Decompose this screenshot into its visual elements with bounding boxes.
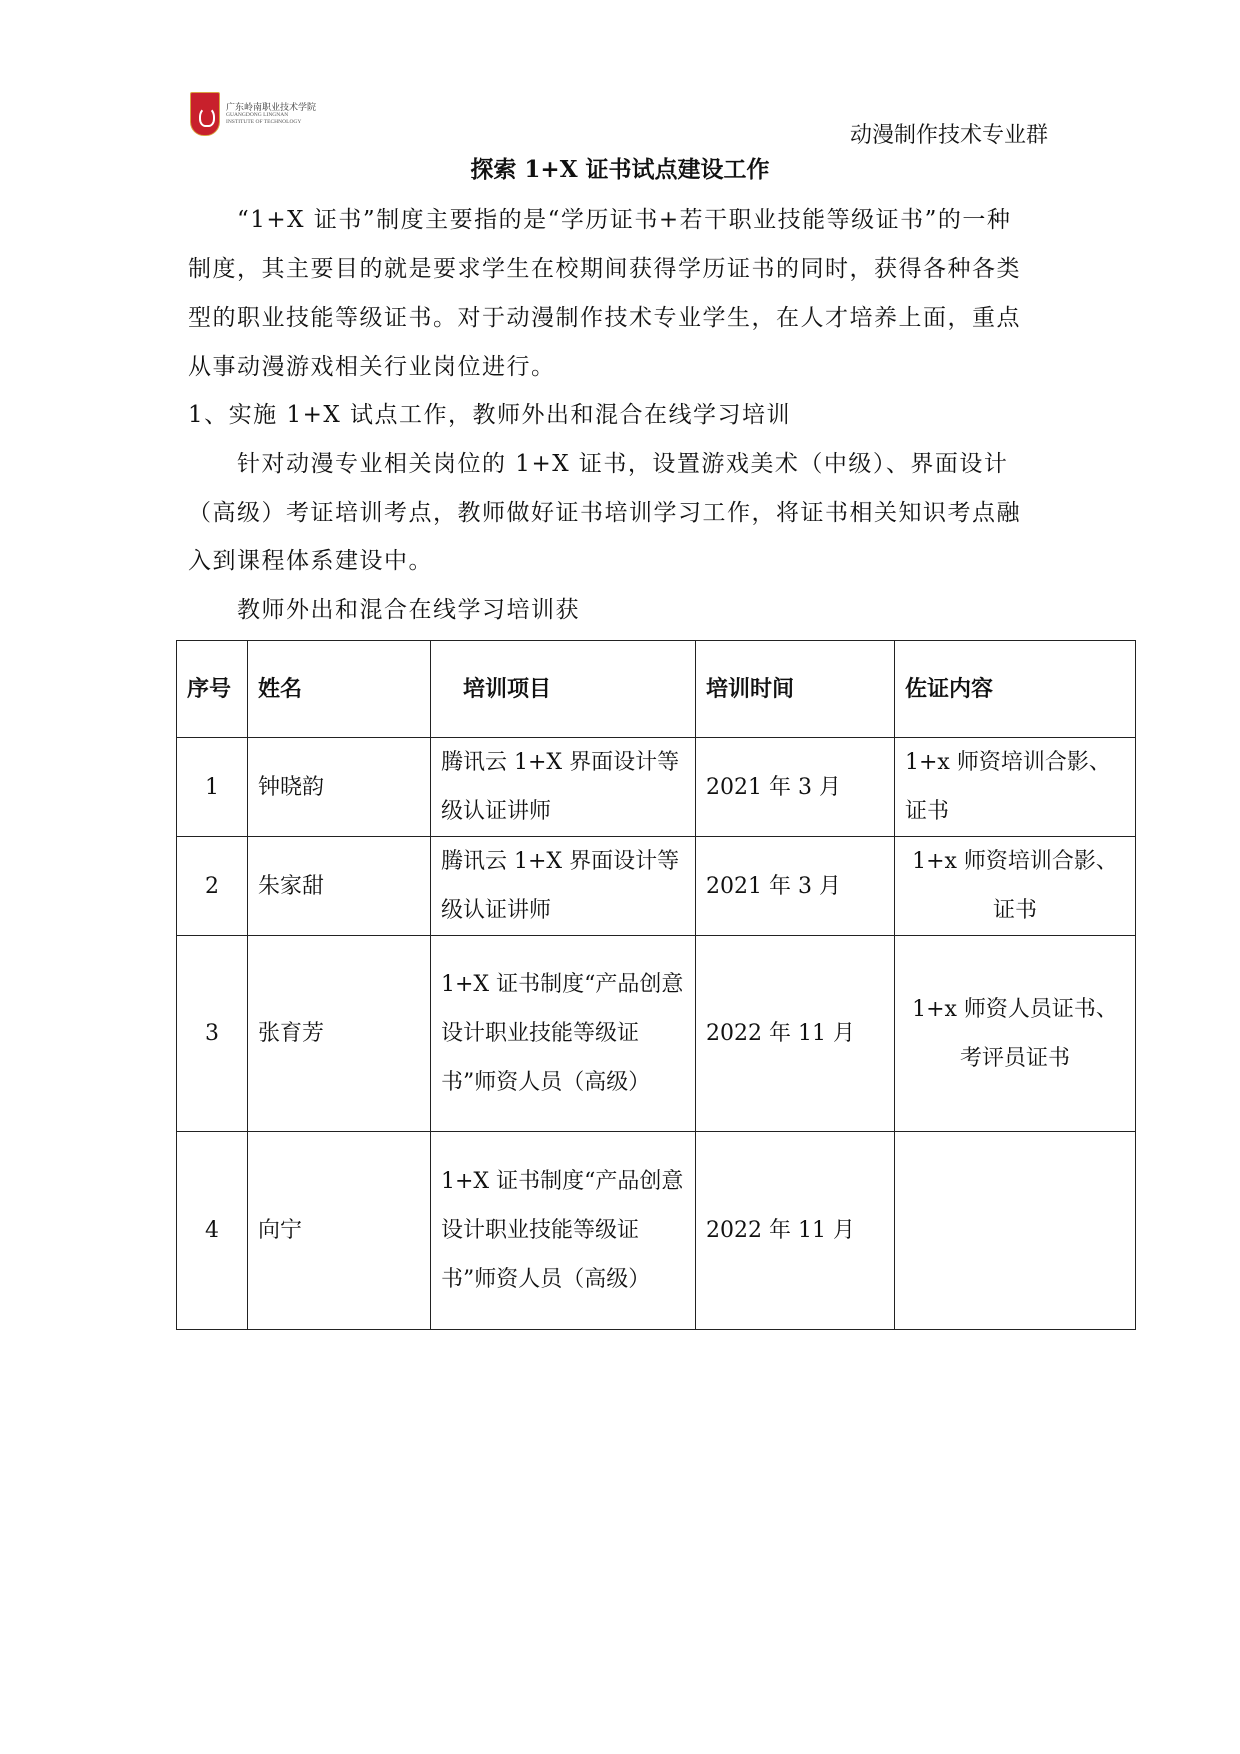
cell-name: 朱家甜	[248, 837, 431, 936]
cell-name: 向宁	[248, 1132, 431, 1330]
body-line: （高级）考证培训考点，教师做好证书培训学习工作，将证书相关知识考点融	[188, 500, 1021, 526]
section-heading: 1、实施 1+X 试点工作，教师外出和混合在线学习培训	[188, 402, 792, 428]
cell-evidence: 1+x 师资培训合影、证书	[895, 738, 1136, 837]
body-line: 制度，其主要目的就是要求学生在校期间获得学历证书的同时，获得各种各类	[188, 256, 1021, 282]
table-row	[177, 936, 1136, 1132]
header-no: 序号	[177, 641, 248, 738]
training-table	[176, 640, 1136, 1330]
cell-name: 张育芳	[248, 936, 431, 1132]
logo-name-en-1: GUANGDONG LINGNAN	[226, 112, 289, 118]
shield-emblem-icon	[190, 92, 220, 136]
cell-project: 腾讯云 1+X 界面设计等级认证讲师	[431, 738, 696, 837]
cell-no: 2	[177, 837, 248, 936]
body-line: “1+X 证书”制度主要指的是“学历证书+若干职业技能等级证书”的一种	[188, 207, 1012, 233]
cell-project: 1+X 证书制度“产品创意设计职业技能等级证书”师资人员（高级）	[431, 936, 696, 1132]
cell-time: 2021 年 3 月	[696, 738, 895, 837]
logo-name-en-2: INSTITUTE OF TECHNOLOGY	[226, 119, 302, 125]
header-project: 培训项目	[431, 641, 696, 738]
table-row	[177, 738, 1136, 837]
table-caption: 教师外出和混合在线学习培训获	[188, 597, 580, 623]
cell-time: 2021 年 3 月	[696, 837, 895, 936]
cell-no: 4	[177, 1132, 248, 1330]
cell-evidence: 1+x 师资培训合影、证书	[895, 837, 1136, 936]
header-evidence: 佐证内容	[895, 641, 1136, 738]
cell-evidence: 1+x 师资人员证书、考评员证书	[895, 936, 1136, 1132]
cell-time: 2022 年 11 月	[696, 936, 895, 1132]
cell-no: 1	[177, 738, 248, 837]
page-title: 探索 1+X 证书试点建设工作	[470, 156, 770, 183]
header-department: 动漫制作技术专业群	[849, 123, 1048, 148]
cell-time: 2022 年 11 月	[696, 1132, 895, 1330]
cell-project: 1+X 证书制度“产品创意设计职业技能等级证书”师资人员（高级）	[431, 1132, 696, 1330]
logo-name-cn: 广东岭南职业技术学院	[226, 103, 317, 113]
header-name: 姓名	[248, 641, 431, 738]
header-time: 培训时间	[696, 641, 895, 738]
logo-name-en	[226, 112, 301, 126]
school-logo	[190, 92, 340, 138]
cell-evidence	[895, 1132, 1136, 1330]
cell-name: 钟晓韵	[248, 738, 431, 837]
body-line: 针对动漫专业相关岗位的 1+X 证书，设置游戏美术（中级）、界面设计	[188, 451, 1009, 477]
body-line: 入到课程体系建设中。	[188, 548, 433, 574]
body-line: 从事动漫游戏相关行业岗位进行。	[188, 354, 556, 380]
cell-no: 3	[177, 936, 248, 1132]
table-row	[177, 1132, 1136, 1330]
body-line: 型的职业技能等级证书。对于动漫制作技术专业学生，在人才培养上面，重点	[188, 305, 1021, 331]
table-row	[177, 837, 1136, 936]
table-header-row	[177, 641, 1136, 738]
cell-project: 腾讯云 1+X 界面设计等级认证讲师	[431, 837, 696, 936]
